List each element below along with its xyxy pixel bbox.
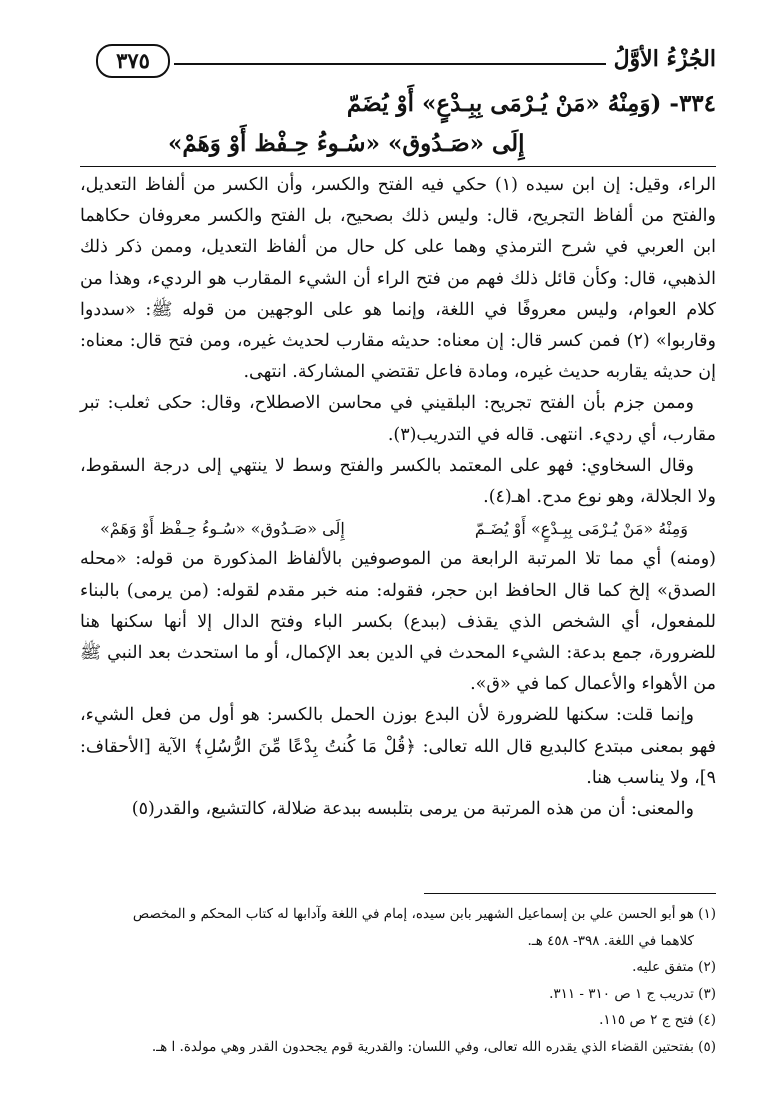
footnote-4: (٤) فتح ج ٢ ص ١١٥.	[599, 1012, 716, 1028]
verse-block	[120, 84, 716, 164]
inline-verse-second-hemistich: إِلَى «صَـدُوق» «سُـوءُ حِـفْظ أَوْ وَهَمْ»	[100, 519, 345, 539]
page-header	[96, 44, 716, 78]
footnote-2: (٢) متفق عليه.	[632, 959, 716, 975]
paragraph: والمعنى: أن من هذه المرتبة من يرمى بتلبسه ببدعة ضلالة، كالتشيع، والقدر(٥)	[131, 799, 694, 820]
header-rule	[174, 63, 606, 65]
page-number: ٣٧٥	[96, 44, 170, 78]
verse-line-1: ٣٣٤- (وَمِنْهُ «مَنْ يُـرْمَى بِبِـدْعٍ» أَوْ يُضَمّ	[346, 90, 716, 117]
footnote-3: (٣) تدريب ج ١ ص ٣١٠ - ٣١١.	[549, 985, 716, 1002]
footnote-5: (٥) بفتحتين القضاء الذي يقدره الله تعالى، وفي اللسان: والقدرية قوم يجحدون القدر وهي مولدة. ا هـ.	[151, 1038, 716, 1055]
commentary-text	[80, 170, 716, 825]
paragraph: (ومنه) أي مما تلا المرتبة الرابعة من الموصوفين بالألفاظ المذكورة من قوله: «محله الصدق» إلخ كما قال الحافظ ابن حجر، فقوله: منه خبر مقدم لقوله: (من يرمى) بالبناء للمفعول، أي الشخص الذي يقذف (ببدع) بكسر الباء وفتح الدال إلا أنها سكنها هنا للضرورة، جمع بدعة: الشيء المحدث في الدين بعد الإكمال، أو ما استحدث بعد النبي ﷺ من الأهواء والأعمال كما في «ق».	[80, 549, 716, 695]
paragraph: وقال السخاوي: فهو على المعتمد بالكسر والفتح وسط لا ينتهي إلى درجة السقوط، ولا الجلالة، وهو نوع مدح. اهـ(٤).	[80, 455, 716, 508]
footnote-separator	[424, 893, 716, 894]
paragraph: وإنما قلت: سكنها للضرورة لأن البدع بوزن الحمل بالكسر: هو أول من فعل الشيء، فهو بمعنى مبتدع كالبديع قال الله تعالى: ﴿قُلْ مَا كُنتُ بِدْعًا مِّنَ الرُّسُلِ﴾ الآية [الأحقاف: ٩]، ولا يناسب هنا.	[80, 705, 716, 788]
footnote-1: (١) هو أبو الحسن علي بن إسماعيل الشهير بابن سيده، إمام في اللغة وآدابها له كتاب المحكم و المخصص	[132, 906, 716, 922]
running-title: الجُزْءُ الأوَّلُ	[613, 46, 716, 72]
paragraph: وممن جزم بأن الفتح تجريح: البلقيني في محاسن الاصطلاح، وقال: حكى ثعلب: تبر مقارب، أي رديء. انتهى. قاله في التدريب(٣).	[80, 393, 716, 445]
inline-verse-first-hemistich: وَمِنْهُ «مَنْ يُـرْمَى بِبِـدْعٍ» أَوْ يُضَـمّ	[474, 519, 688, 539]
verse-line-2: إِلَى «صَـدُوق» «سُـوءُ حِـفْظ أَوْ وَهَمْ»	[168, 130, 525, 157]
footnote-1-continued: كلاهما في اللغة. ٣٩٨- ٤٥٨ هـ.	[527, 932, 694, 949]
paragraph: الراء، وقيل: إن ابن سيده (١) حكي فيه الفتح والكسر، وأن الكسر من ألفاظ التعديل، والفتح من ألفاظ التجريح، قال: وليس ذلك بصحيح، بل الفتح والكسر معروفان حكاهما ابن العربي في شرح الترمذي وهما على كل حال من ألفاظ التعديل، وممن ذكر ذلك الذهبي، قال: وكأن قائل ذلك فهم من فتح الراء أن الشيء المقارب هو الرديء، وهذا من كلام العوام، وليس معروفًا في اللغة، وإنما هو على الوجهين من قوله ﷺ: «سددوا وقاربوا» (٢) فمن كسر قال: إن معناه: حديثه مقارب لحديث غيره، ومن فتح قال: معناه: إن حديثه يقاربه حديث غيره، ومادة فاعل تقتضي المشاركة. انتهى.	[80, 175, 717, 383]
footnotes	[80, 901, 716, 1060]
verse-separator	[80, 166, 716, 167]
inline-verse	[80, 513, 716, 544]
